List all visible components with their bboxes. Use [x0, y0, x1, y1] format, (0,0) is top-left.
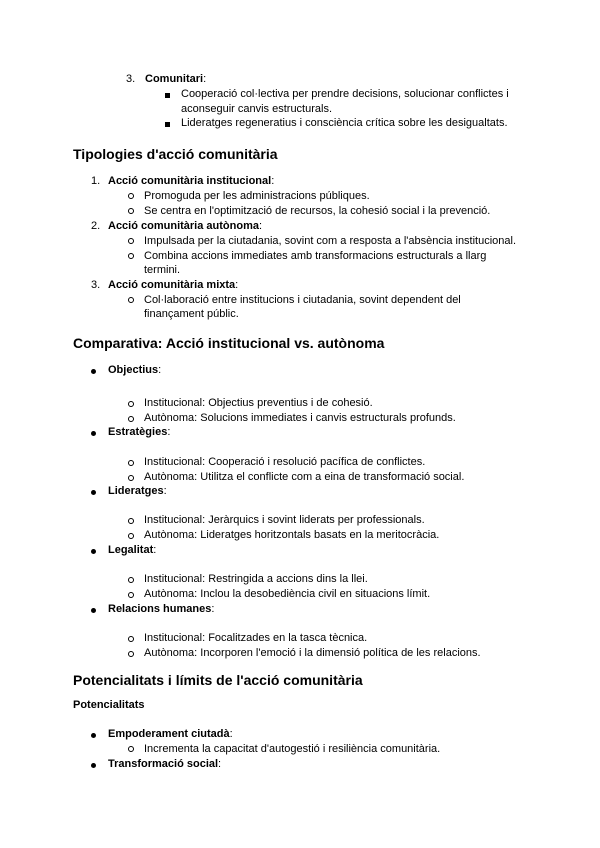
circle-bullet-icon [128, 238, 134, 244]
list-item-text: Lideratges regeneratius i consciència crítica sobre les desigualtats. [181, 117, 508, 129]
list-item-text: finançament públic. [144, 308, 239, 320]
list-item-text: Autònoma: Inclou la desobediència civil en situacions límit. [144, 588, 431, 600]
circle-bullet-icon [128, 636, 134, 642]
list-item-text: Se centra en l'optimització de recursos, la cohesió social i la prevenció. [144, 205, 491, 217]
list-item-text: Combina accions immediates amb transformacions estructurals a llarg [144, 250, 487, 262]
list-item-text: Impulsada per la ciutadania, sovint com a resposta a l'absència institucional. [144, 235, 517, 247]
bullet-icon [91, 369, 96, 374]
list-number: 3. [91, 279, 101, 291]
list-item-text: Autònoma: Lideratges horitzontals basats en la meritocràcia. [144, 529, 440, 541]
list-item-text: Institucional: Jeràrquics i sovint liderats per professionals. [144, 514, 425, 526]
list-item-title: Objectius: [108, 364, 162, 376]
subsection-heading: Potencialitats [73, 699, 145, 711]
list-item-text: termini. [144, 264, 181, 276]
list-item-text: Autònoma: Incorporen l'emoció i la dimensió política de les relacions. [144, 647, 481, 659]
list-item-text: Autònoma: Solucions immediates i canvis estructurals profunds. [144, 412, 456, 424]
circle-bullet-icon [128, 577, 134, 583]
list-item-text: Cooperació col·lectiva per prendre decisions, solucionar conflictes i [181, 88, 509, 100]
list-item-text: Promoguda per les administracions públiques. [144, 190, 370, 202]
list-item-text: Institucional: Objectius preventius i de cohesió. [144, 397, 373, 409]
bullet-icon [91, 549, 96, 554]
list-item-title: Comunitari: [145, 73, 207, 85]
circle-bullet-icon [128, 297, 134, 303]
list-item-title: Empoderament ciutadà: [108, 728, 233, 740]
circle-bullet-icon [128, 460, 134, 466]
list-item-text: Autònoma: Utilitza el conflicte com a eina de transformació social. [144, 471, 465, 483]
section-heading: Tipologies d'acció comunitària [73, 146, 278, 162]
list-item-title: Lideratges: [108, 485, 167, 497]
list-number: 2. [91, 220, 101, 232]
bullet-icon [91, 490, 96, 495]
list-item-text: Incrementa la capacitat d'autogestió i resiliència comunitària. [144, 743, 441, 755]
list-item-title: Acció comunitària mixta: [108, 279, 239, 291]
list-item-text: Institucional: Focalitzades en la tasca tècnica. [144, 632, 368, 644]
list-number: 3. [126, 73, 136, 85]
list-item-text: Col·laboració entre institucions i ciutadania, sovint dependent del [144, 294, 461, 306]
circle-bullet-icon [128, 416, 134, 422]
list-item-text: Institucional: Cooperació i resolució pacífica de conflictes. [144, 456, 426, 468]
list-item-title: Acció comunitària autònoma: [108, 220, 263, 232]
list-item-title: Legalitat: [108, 544, 157, 556]
circle-bullet-icon [128, 592, 134, 598]
circle-bullet-icon [128, 401, 134, 407]
section-heading: Potencialitats i límits de l'acció comunitària [73, 672, 363, 688]
section-heading: Comparativa: Acció institucional vs. autònoma [73, 335, 385, 351]
list-item-text: Institucional: Restringida a accions dins la llei. [144, 573, 368, 585]
bullet-icon [91, 763, 96, 768]
list-number: 1. [91, 175, 101, 187]
circle-bullet-icon [128, 651, 134, 657]
circle-bullet-icon [128, 533, 134, 539]
list-item-title: Relacions humanes: [108, 603, 215, 615]
circle-bullet-icon [128, 208, 134, 214]
circle-bullet-icon [128, 518, 134, 524]
circle-bullet-icon [128, 746, 134, 752]
list-item-title: Acció comunitària institucional: [108, 175, 275, 187]
list-item-text: aconseguir canvis estructurals. [181, 103, 333, 115]
square-bullet-icon [165, 122, 170, 127]
bullet-icon [91, 733, 96, 738]
list-item-title: Estratègies: [108, 426, 171, 438]
square-bullet-icon [165, 93, 170, 98]
circle-bullet-icon [128, 475, 134, 481]
bullet-icon [91, 431, 96, 436]
circle-bullet-icon [128, 193, 134, 199]
list-item-title: Transformació social: [108, 758, 222, 770]
bullet-icon [91, 608, 96, 613]
circle-bullet-icon [128, 253, 134, 259]
